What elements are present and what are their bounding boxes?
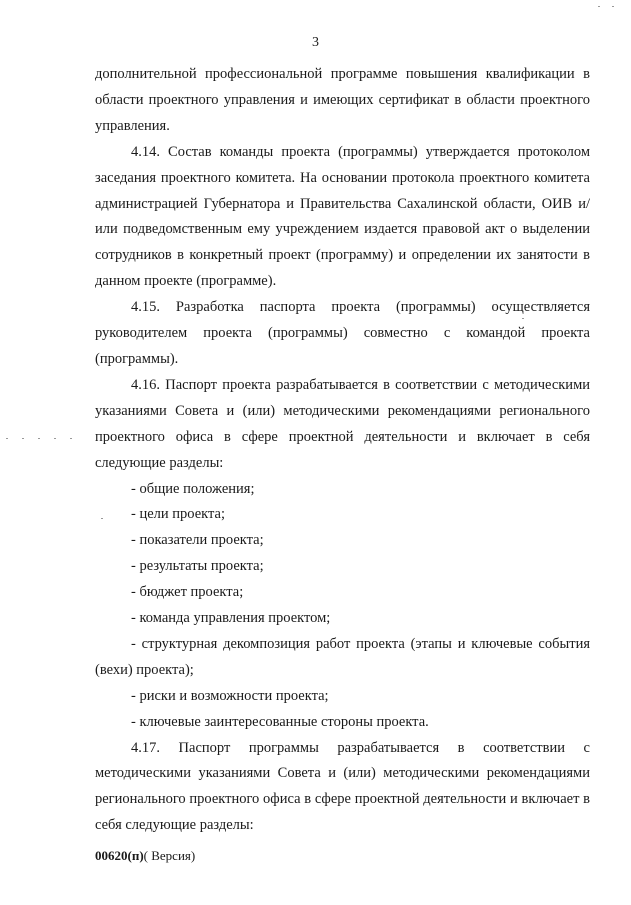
scan-speck xyxy=(612,6,614,7)
document-body xyxy=(95,62,590,839)
scan-speck xyxy=(101,518,103,519)
paragraph-4-15: 4.15. Разработка паспорта проекта (программы) осуществляется руководителем проекта (программы) совместно с командой проекта (программы). xyxy=(95,299,590,367)
list-item: - цели проекта; xyxy=(131,506,225,523)
document-footer xyxy=(95,848,195,864)
scan-speck xyxy=(6,438,8,439)
list-item: - ключевые заинтересованные стороны проекта. xyxy=(131,713,429,730)
paragraph-4-16: 4.16. Паспорт проекта разрабатывается в соответствии с методическими указаниями Совета и (или) методическими рекомендациями регионального проектного офиса в сфере проектной деятельности и включает в себя следующие разделы: xyxy=(95,376,590,471)
list-item: - команда управления проектом; xyxy=(131,610,331,627)
scan-speck xyxy=(522,318,524,319)
list-item: - общие положения; xyxy=(131,480,255,497)
list-item: - результаты проекта; xyxy=(131,558,264,575)
page-number: 3 xyxy=(312,35,319,50)
list-item: - показатели проекта; xyxy=(131,532,264,549)
scan-speck xyxy=(22,438,24,439)
scan-speck xyxy=(598,6,600,7)
scan-speck xyxy=(54,438,56,439)
paragraph-continuation: дополнительной профессиональной программе повышения квалификации в области проектного управления и имеющих сертификат в области проектного управления. xyxy=(95,66,590,134)
list-item: - бюджет проекта; xyxy=(131,584,244,601)
scan-speck xyxy=(38,438,40,439)
document-code: 00620(п) xyxy=(95,848,144,863)
list-item: - структурная декомпозиция работ проекта (этапы и ключевые события (вехи) проекта); xyxy=(95,635,590,678)
sections-list xyxy=(95,477,590,736)
list-item: - риски и возможности проекта; xyxy=(131,687,329,704)
paragraph-4-14: 4.14. Состав команды проекта (программы) утверждается протоколом заседания проектного комитета. На основании протокола проектного комитета администрацией Губернатора и Правительства Сахалинской области, ОИВ и/или подведомственным ему учреждением издается правовой акт о выделении сотрудников в конкретный проект (программу) и определении их занятости в данном проекте (программе). xyxy=(95,143,590,290)
scan-speck xyxy=(70,438,72,439)
paragraph-4-17: 4.17. Паспорт программы разрабатывается в соответствии с методическими указаниями Совета и (или) методическими рекомендациями регионального проектного офиса в сфере проектной деятельности и включает в себя следующие разделы: xyxy=(95,739,590,834)
document-version: ( Версия) xyxy=(143,848,196,863)
